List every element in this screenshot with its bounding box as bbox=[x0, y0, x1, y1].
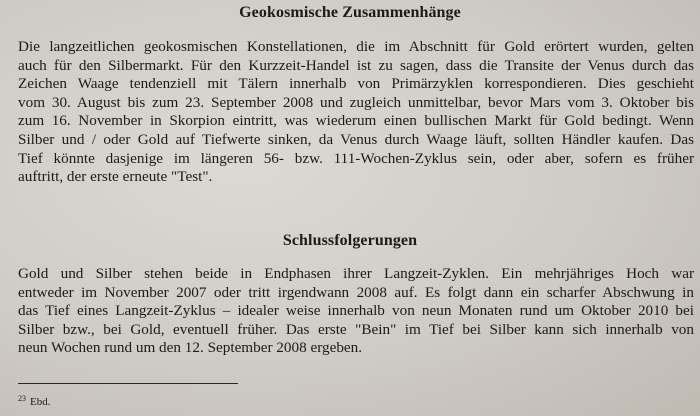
text-line: auftritt, der erste erneute "Test". bbox=[18, 168, 213, 186]
text-line: Die langzeitlichen geokosmischen Konstellationen, die im Abschnitt für Gold erörtert wurden, gelten bbox=[18, 38, 694, 55]
text-line: Silber bzw., bei Gold, eventuell früher. Das erste "Bein" im Tief bei Silber kann sich innerhalb von bbox=[18, 320, 694, 338]
section-heading-schlussfolgerungen: Schlussfolgerungen bbox=[282, 232, 418, 249]
text-line: vom 30. August bis zum 23. September 2008 und zugleich unmittelbar, bevor Mars vom 3. Oktober bis bbox=[18, 93, 694, 111]
text-line: entweder im November 2007 oder tritt irgendwann 2008 auf. Es folgt dann ein scharfer Abschwung in bbox=[18, 283, 694, 301]
footnote-text: Ebd. bbox=[30, 396, 51, 408]
footnote bbox=[18, 394, 50, 408]
paragraph-schlussfolgerungen bbox=[18, 265, 694, 358]
text-line: neun Wochen rund um den 12. September 2008 ergeben. bbox=[18, 339, 363, 357]
paragraph-geokosmische-zusammenhaenge bbox=[18, 38, 694, 187]
text-line: Zeichen Waage tendenziell mit Tälern innerhalb von Primärzyklen korrespondieren. Dies geschieht bbox=[18, 75, 694, 93]
footnote-divider bbox=[18, 383, 238, 384]
section-heading-geokosmische-zusammenhaenge: Geokosmische Zusammenhänge bbox=[239, 4, 461, 21]
text-line: auch für den Silbermarkt. Für den Kurzzeit-Handel ist zu sagen, dass die Transite der Venus durch das bbox=[18, 56, 694, 74]
text-line: zum 16. November in Skorpion eintritt, was wiederum einen bullischen Markt für Gold bedingt. Wenn bbox=[18, 112, 694, 130]
footnote-number: 23 bbox=[18, 394, 26, 403]
text-line: Tief könnte dasjenige im längeren 56- bzw. 111-Wochen-Zyklus sein, oder aber, sofern es früher bbox=[18, 149, 694, 167]
text-line: Silber und / oder Gold auf Tiefwerte sinken, da Venus durch Waage läuft, sollten Händler kaufen. Das bbox=[18, 130, 694, 148]
text-line: das Tief eines Langzeit-Zyklus – idealer weise innerhalb von neun Monaten rund um Oktober 2010 bei bbox=[18, 302, 694, 320]
text-line: Gold und Silber stehen beide in Endphasen ihrer Langzeit-Zyklen. Ein mehrjähriges Hoch war bbox=[18, 265, 694, 282]
